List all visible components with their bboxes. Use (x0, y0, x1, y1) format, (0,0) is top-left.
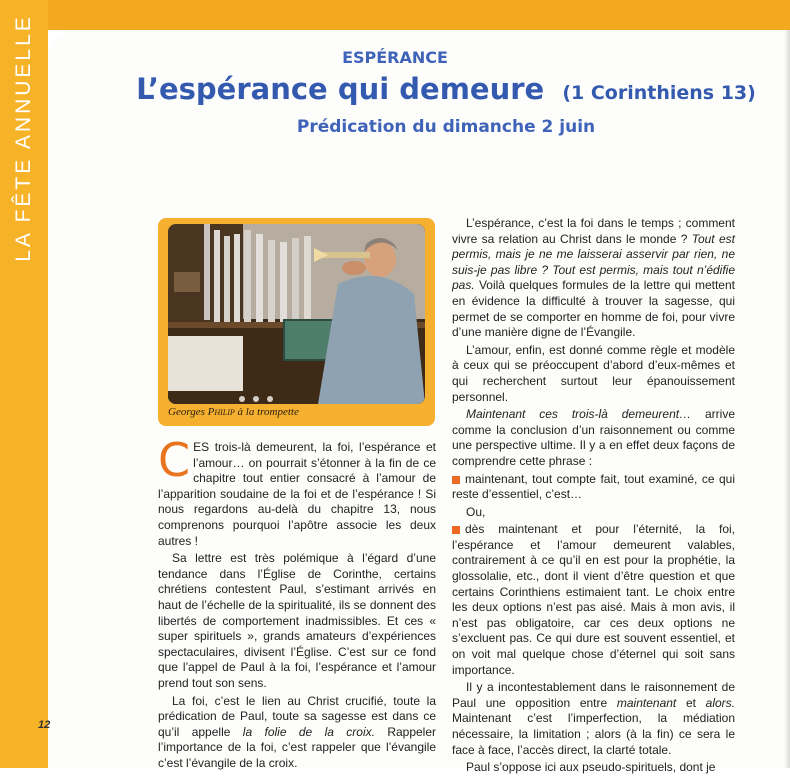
right-paragraph-2: L’amour, enfin, est donné comme règle et modèle à ceux qui se préoccupent d’abord d’eux-mêmes et qui recherchent surtout leur épanouissement personnel. (452, 342, 735, 404)
photo-caption (168, 406, 425, 418)
orange-square-bullet-icon (452, 476, 460, 484)
right-paragraph-3 (452, 407, 735, 469)
photo-caption-prefix: Georges (168, 406, 208, 418)
page-number: 12 (38, 719, 51, 731)
right-column (452, 216, 735, 778)
page-frame-top (0, 0, 790, 30)
right-paragraph-4-em1: maintenant (616, 695, 677, 710)
right-paragraph-4-mid: et (676, 695, 706, 710)
right-or: Ou, (466, 504, 486, 519)
scripture-reference: (1 Corinthiens 13) (562, 82, 756, 104)
photo-frame (158, 218, 435, 426)
article-subtitle: Prédication du dimanche 2 juin (296, 117, 596, 137)
right-bullet-2-text: dès maintenant et pour l’éternité, la foi, l’espérance et l’amour demeurent valables, contrairement à ce qu’il en est pour la prophétie, la glossolalie, etc., dont il vient d’être question et que certains Corinthiens estimaient tant. Le choix entre les deux options n’est pas aisé. Mais à mon avis, il n’est pas obligatoire, car ces deux options ne s’excluent pas. Ce qui dure est souvent essentiel, et on voit mal quelque chose d’éternel qui soit sans importance. (452, 522, 735, 677)
right-paragraph-1 (452, 216, 735, 341)
right-paragraph-4-b: Maintenant c’est l’imperfection, la médiation nécessaire, la limitation ; alors (à la fin) ce sera le face à face, l’accès direct, la clarté totale. (452, 711, 735, 757)
left-paragraph-1 (158, 433, 436, 549)
right-bullet-1 (452, 472, 735, 503)
orange-square-bullet-icon (452, 526, 460, 534)
photo-caption-suffix: à la trompette (234, 406, 299, 418)
trumpet-photo (168, 224, 425, 404)
trumpet-photo-illustration (168, 224, 425, 404)
left-paragraph-2: Sa lettre est très polémique à l’égard d’une tendance dans l’Église de Corinthe, certains chrétiens contestent Paul, s’estimant arrivés en haut de l’échelle de la spiritualité, ils se donnent des libertés de comportement inadmissibles. Et ces « super spirituels », grands amateurs d’expériences spectaculaires, divisent l’Église. C’est sur ce fond que l’appel de Paul à la foi, l’espérance et l’amour prend tout son sens. (158, 551, 436, 690)
right-paragraph-1-b: Voilà quelques formules de la lettre qui mettent en évidence la difficulté à trouver la sagesse, qui permet de se comporter en homme de foi, pour vivre d’une manière digne de l’Évangile. (452, 278, 735, 340)
photo-caption-name: Philip (207, 406, 235, 418)
right-paragraph-4 (452, 680, 735, 758)
page-frame-left (0, 0, 51, 768)
right-paragraph-4-em2: alors. (705, 695, 735, 710)
article-title-text: L’espérance qui demeure (136, 72, 545, 106)
section-sidebar-title: LA FÊTE ANNUELLE (12, 14, 35, 262)
left-paragraph-3 (158, 694, 436, 772)
left-column (158, 433, 437, 773)
right-paragraph-3-em: Maintenant ces trois-là demeurent… (466, 407, 692, 422)
scan-shadow (784, 30, 790, 768)
right-paragraph-3-b: arrive comme la conclusion d’un raisonnement ou comme une perspective ultime. Il y a en effet deux façons de comprendre cette phrase : (452, 407, 735, 468)
left-paragraph-3-a: La foi, c’est le lien au Christ crucifié, toute la prédication de Paul, toute sa sagesse est dans ce qu’il appelle (158, 693, 436, 739)
left-paragraph-1-text: ES trois-là demeurent, la foi, l’espérance et l’amour… on pourrait s’étonner à la fin de ce chapitre tout entier consacré à l’amour de l’apparition soudaine de la foi et de l’espérance ! Si nous regardons au-delà du chapitre 13, nous comprenons pourquoi l’apôtre associe les deux autres ! (158, 440, 436, 548)
section-kicker: ESPÉRANCE (342, 48, 448, 67)
right-bullet-1-text: maintenant, tout compte fait, tout examiné, ce qui reste d’essentiel, c’est… (452, 471, 735, 502)
right-paragraph-1-a: L’espérance, c’est la foi dans le temps ; comment vivre sa relation au Christ dans le monde ? (452, 216, 735, 246)
left-paragraph-3-em: la folie de la croix. (242, 724, 375, 739)
right-paragraph-1-em: Tout est permis, mais je ne me laisserai asservir par rien, ne suis-je pas libre ? Tout est permis, mais tout n’édifie pas. (452, 231, 735, 293)
right-paragraph-5: Paul s’oppose ici aux pseudo-spirituels, dont je (466, 760, 716, 775)
left-paragraph-3-b: Rappeler l’importance de la foi, c’est rappeler que l’évangile c’est l’évangile de la croix. (158, 724, 437, 770)
right-bullet-2 (452, 522, 735, 678)
article-title (0, 72, 790, 106)
drop-cap: C (158, 433, 191, 487)
right-paragraph-4-a: Il y a incontestablement dans le raisonnement de Paul une opposition entre (452, 680, 735, 710)
